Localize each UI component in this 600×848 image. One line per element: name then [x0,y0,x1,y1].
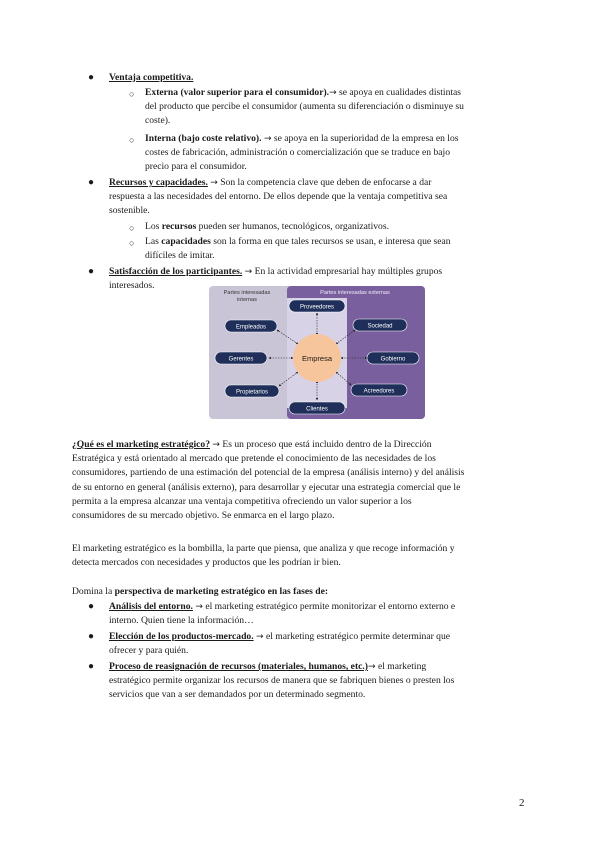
capacidades-bold: capacidades [161,236,211,247]
node-sociedad [353,319,407,331]
arrow-icon: → [244,267,253,277]
arrow-icon: → [263,134,272,144]
marketing-paragraph [72,438,532,523]
node-gobierno [367,352,419,364]
text: En la actividad empresarial hay múltiples grupos [252,266,443,277]
node-label: Propietarios [235,389,269,396]
recursos-title: Recursos y capacidades. [109,177,208,188]
node-label: Proveedores [299,304,335,311]
ventaja-externa [145,86,525,129]
bullet: ● [88,661,95,672]
arrow-icon: → [256,632,264,642]
node-label: Sociedad [367,323,393,330]
node-clientes [289,402,345,414]
text: de su entorno en general (análisis externo), para desarrollar y ejecutar una estrategia comercial que le [72,481,461,493]
satisfaccion-title: Satisfacción de los participantes. [109,266,243,277]
text: difíciles de imitar. [145,250,215,262]
fase-eleccion [109,630,529,658]
node-label: Gerentes [228,356,254,363]
node-proveedores [289,300,345,312]
text: interesados. [109,280,155,292]
ventaja-interna [145,132,525,175]
recursos-line: sostenible. [109,205,150,217]
text: pueden ser humanos, tecnológicos, organizativos. [196,221,389,232]
arrow-icon: → [210,178,218,188]
ventaja-title: Ventaja competitiva. [109,72,194,83]
internal-label: Partes interesadas [223,290,271,296]
recursos-line: respuesta a las necesidades del entorno. De ellos depende que la ventaja competitiva sea [109,191,448,203]
interna-text: se apoya en la superioridad de la empresa en los [271,133,459,144]
recursos-bold: recursos [161,221,197,232]
text: Es un proceso que está incluido dentro de la Dirección [222,439,432,450]
text: permita a la empresa alcanzar una ventaja competitiva ofreciendo un valor superior a los [72,495,412,507]
marketing-question: ¿Qué es el marketing estratégico? [72,439,211,450]
text: perspectiva de marketing estratégico en las fases de: [114,586,329,597]
text: ofrecer y para quién. [109,645,189,657]
sub-bullet: ○ [129,135,135,145]
arrow-icon: → [212,440,220,450]
bombilla-paragraph [72,542,532,570]
bullet: ● [88,266,95,277]
recursos-sub2 [145,235,525,263]
externa-line: del producto que percibe el consumidor (aumenta su diferenciación o disminuye su [145,101,464,113]
text: son la forma en que tales recursos se usan, e interesa que sean [210,236,451,247]
fase-reasignacion [109,660,529,703]
text: El marketing estratégico es la bombilla, la parte que piensa, que analiza y que recoge información y [72,543,455,554]
node-gerentes [215,352,267,364]
interna-line: precio para el consumidor. [145,161,247,173]
text: Domina la [72,586,115,597]
bullet: ● [88,601,95,612]
bullet: ● [88,631,95,642]
text: el marketing [375,661,427,672]
externa-text: se apoya en cualidades distintas [336,87,462,98]
node-label: Acreedores [363,388,395,395]
node-label: Empleados [235,324,267,331]
text: el marketing estratégico permite determinar que [263,631,451,642]
bullet: ● [88,177,95,188]
text: detecta mercados con necesidades y productos que les podrían ir bien. [72,557,341,569]
arrow-icon: → [368,662,376,672]
sub-bullet: ○ [129,238,135,248]
node-label: Clientes [306,406,328,413]
text: consumidores de su mercado objetivo. Se enmarca en el largo plazo. [72,510,335,522]
fase-title: Proceso de reasignación de recursos (materiales, humanos, etc.) [109,661,368,672]
text: Las [145,236,162,247]
stakeholders-diagram [209,286,425,419]
recursos-block [109,176,529,219]
fase-title: Análisis del entorno. [109,601,193,612]
recursos-text: Son la competencia clave que deben de enfocarse a dar [217,177,432,188]
internal-label: internas [237,297,257,303]
text: interno. Quien tiene la información… [109,615,254,627]
bullet: ● [88,72,95,83]
text: servicios que van a ser demandados por un determinado segmento. [109,689,366,701]
text: consumidores, partiendo de una estimación del potencial de la empresa (análisis interno) y del análisis [72,467,465,479]
ventaja-heading [109,71,193,85]
recursos-sub1 [145,220,389,234]
fase-analisis [109,600,529,628]
domina-line [72,585,328,599]
sub-bullet: ○ [129,89,135,99]
interna-bold: Interna (bajo coste relativo). [145,133,262,144]
text: Estratégica y está orientado al mercado que pretende el conocimiento de las necesidades de los [72,453,436,465]
node-label: Gobierno [380,356,406,363]
page-number: 2 [519,797,525,809]
externa-bold: Externa (valor superior para el consumidor). [145,87,330,98]
sub-bullet: ○ [129,223,135,233]
empresa-label: Empresa [301,354,333,363]
node-empleados [225,320,277,332]
text: el marketing estratégico permite monitorizar el entorno externo e [202,601,456,612]
text: estratégico permite organizar los recursos de manera que se fabriquen bienes o presten los [109,675,455,687]
interna-line: costes de fabricación, administración o comercialización que se traduce en bajo [145,147,450,159]
arrow-icon: → [329,88,337,98]
node-propietarios [225,385,279,397]
text: Los [145,221,162,232]
arrow-icon: → [195,602,203,612]
externa-line: coste). [145,115,171,127]
fase-title: Elección de los productos-mercado. [109,631,254,642]
node-acreedores [351,384,407,396]
external-label: Partes interesadas externas [320,290,390,296]
